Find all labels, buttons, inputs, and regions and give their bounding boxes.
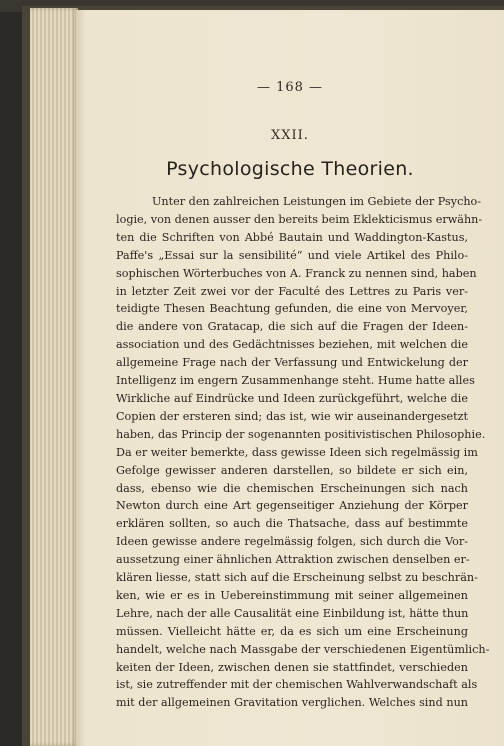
text-line: teidigte Thesen Beachtung gefunden, die eine von Mervoyer, bbox=[116, 302, 468, 316]
body-text bbox=[116, 193, 490, 712]
page-number: — 168 — bbox=[256, 80, 324, 95]
text-line: müssen. Vielleicht hätte er, da es sich um eine Erscheinung bbox=[116, 624, 468, 638]
text-line: in letzter Zeit zwei vor der Faculté des Lettres zu Paris ver- bbox=[116, 284, 468, 298]
text-line: Wirkliche auf Eindrücke und Ideen zurückgeführt, welche die bbox=[116, 391, 468, 405]
text-line: Intelligenz im engern Zusammenhange steht. Hume hatte alles bbox=[116, 374, 475, 388]
text-line: ken, wie er es in Uebereinstimmung mit seiner allgemeinen bbox=[116, 588, 468, 602]
text-line: ist, sie zutreffender mit der chemischen Wahlverwandschaft als bbox=[116, 678, 478, 692]
text-line: keiten der Ideen, zwischen denen sie stattfindet, verschieden bbox=[116, 660, 468, 674]
text-line: dass, ebenso wie die chemischen Erscheinungen sich nach bbox=[116, 481, 468, 495]
text-line: sophischen Wörterbuches von A. Franck zu nennen sind, haben bbox=[116, 266, 477, 280]
text-line: Ideen gewisse andere regelmässig folgen, sich durch die Vor- bbox=[116, 535, 468, 549]
text-line: allgemeine Frage nach der Verfassung und Entwickelung der bbox=[116, 356, 468, 370]
text-line: Unter den zahlreichen Leistungen im Gebiete der Psycho- bbox=[152, 195, 482, 208]
page-edges bbox=[30, 8, 78, 746]
text-line: Gefolge gewisser anderen darstellen, so bildete er sich ein, bbox=[116, 463, 468, 477]
text-line: aussetzung einer ähnlichen Attraktion zwischen denselben er- bbox=[116, 553, 470, 567]
text-line: logie, von denen ausser den bereits beim Eklekticismus erwähn- bbox=[116, 212, 483, 226]
text-line: erklären sollten, so auch die Thatsache, dass auf bestimmte bbox=[116, 517, 468, 531]
text-line: ten die Schriften von Abbé Bautain und Waddington-Kastus, bbox=[116, 230, 468, 244]
text-line: die andere von Gratacap, die sich auf die Fragen der Ideen- bbox=[116, 320, 468, 334]
text-line: Newton durch eine Art gegenseitiger Anziehung der Körper bbox=[116, 499, 468, 513]
chapter-number: XXII. bbox=[271, 128, 309, 143]
text-line: Paffe's „Essai sur la sensibilité“ und viele Artikel des Philo- bbox=[116, 248, 468, 262]
text-line: handelt, welche nach Massgabe der verschiedenen Eigentümlich- bbox=[116, 642, 490, 656]
text-line: Lehre, nach der alle Causalität eine Einbildung ist, hätte thun bbox=[116, 606, 469, 620]
text-line: Copien der ersteren sind; das ist, wie wir auseinandergesetzt bbox=[116, 409, 468, 423]
text-line: mit der allgemeinen Gravitation verglichen. Welches sind nun bbox=[116, 696, 468, 710]
text-line: Da er weiter bemerkte, dass gewisse Ideen sich regelmässig im bbox=[116, 445, 478, 459]
book-page bbox=[76, 10, 504, 746]
text-line: klären liesse, statt sich auf die Erscheinung selbst zu beschrän- bbox=[116, 571, 478, 585]
text-line: association und des Gedächtnisses beziehen, mit welchen die bbox=[116, 338, 468, 352]
text-line: haben, das Princip der sogenannten positivistischen Philosophie. bbox=[116, 427, 486, 441]
chapter-title: Psychologische Theorien. bbox=[166, 158, 414, 180]
